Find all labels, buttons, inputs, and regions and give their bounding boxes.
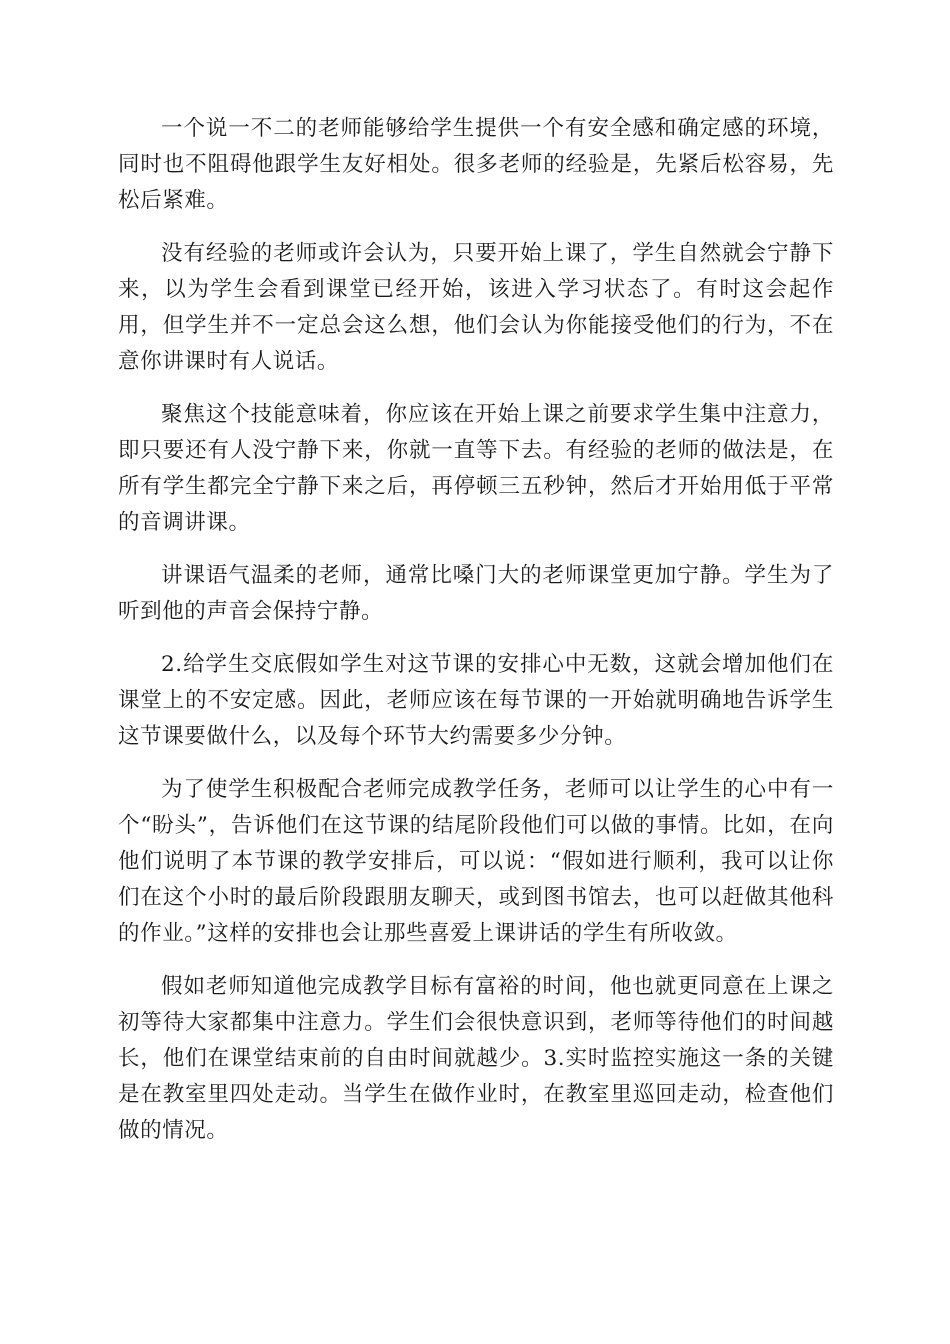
paragraph-1: 一个说一不二的老师能够给学生提供一个有安全感和确定感的环境，同时也不阻碍他跟学生友好相处。很多老师的经验是，先紧后松容易，先松后紧难。 [118, 116, 834, 213]
paragraph-5: 2.给学生交底假如学生对这节课的安排心中无数，这就会增加他们在课堂上的不安定感。因此，老师应该在每节课的一开始就明确地告诉学生这节课要做什么，以及每个环节大约需要多少分钟。 [118, 652, 834, 749]
document-body [118, 111, 834, 1166]
paragraph-4: 讲课语气温柔的老师，通常比嗓门大的老师课堂更加宁静。学生为了听到他的声音会保持宁静。 [118, 563, 834, 624]
paragraph-2: 没有经验的老师或许会认为，只要开始上课了，学生自然就会宁静下来，以为学生会看到课堂已经开始，该进入学习状态了。有时这会起作用，但学生并不一定总会这么想，他们会认为你能接受他们的行为，不在意你讲课时有人说话。 [118, 241, 834, 374]
paragraph-6: 为了使学生积极配合老师完成教学任务，老师可以让学生的心中有一个“盼头”，告诉他们在这节课的结尾阶段他们可以做的事情。比如，在向他们说明了本节课的教学安排后，可以说：“假如进行顺利，我可以让你们在这个小时的最后阶段跟朋友聊天，或到图书馆去，也可以赶做其他科的作业。”这样的安排也会让那些喜爱上课讲话的学生有所收敛。 [118, 777, 834, 946]
paragraph-3: 聚焦这个技能意味着，你应该在开始上课之前要求学生集中注意力，即只要还有人没宁静下来，你就一直等下去。有经验的老师的做法是，在所有学生都完全宁静下来之后，再停顿三五秒钟，然后才开始用低于平常的音调讲课。 [118, 402, 834, 535]
paragraph-7: 假如老师知道他完成教学目标有富裕的时间，他也就更同意在上课之初等待大家都集中注意力。学生们会很快意识到，老师等待他们的时间越长，他们在课堂结束前的自由时间就越少。3.实时监控实施这一条的关键是在教室里四处走动。当学生在做作业时，在教室里巡回走动，检查他们做的情况。 [118, 974, 834, 1143]
